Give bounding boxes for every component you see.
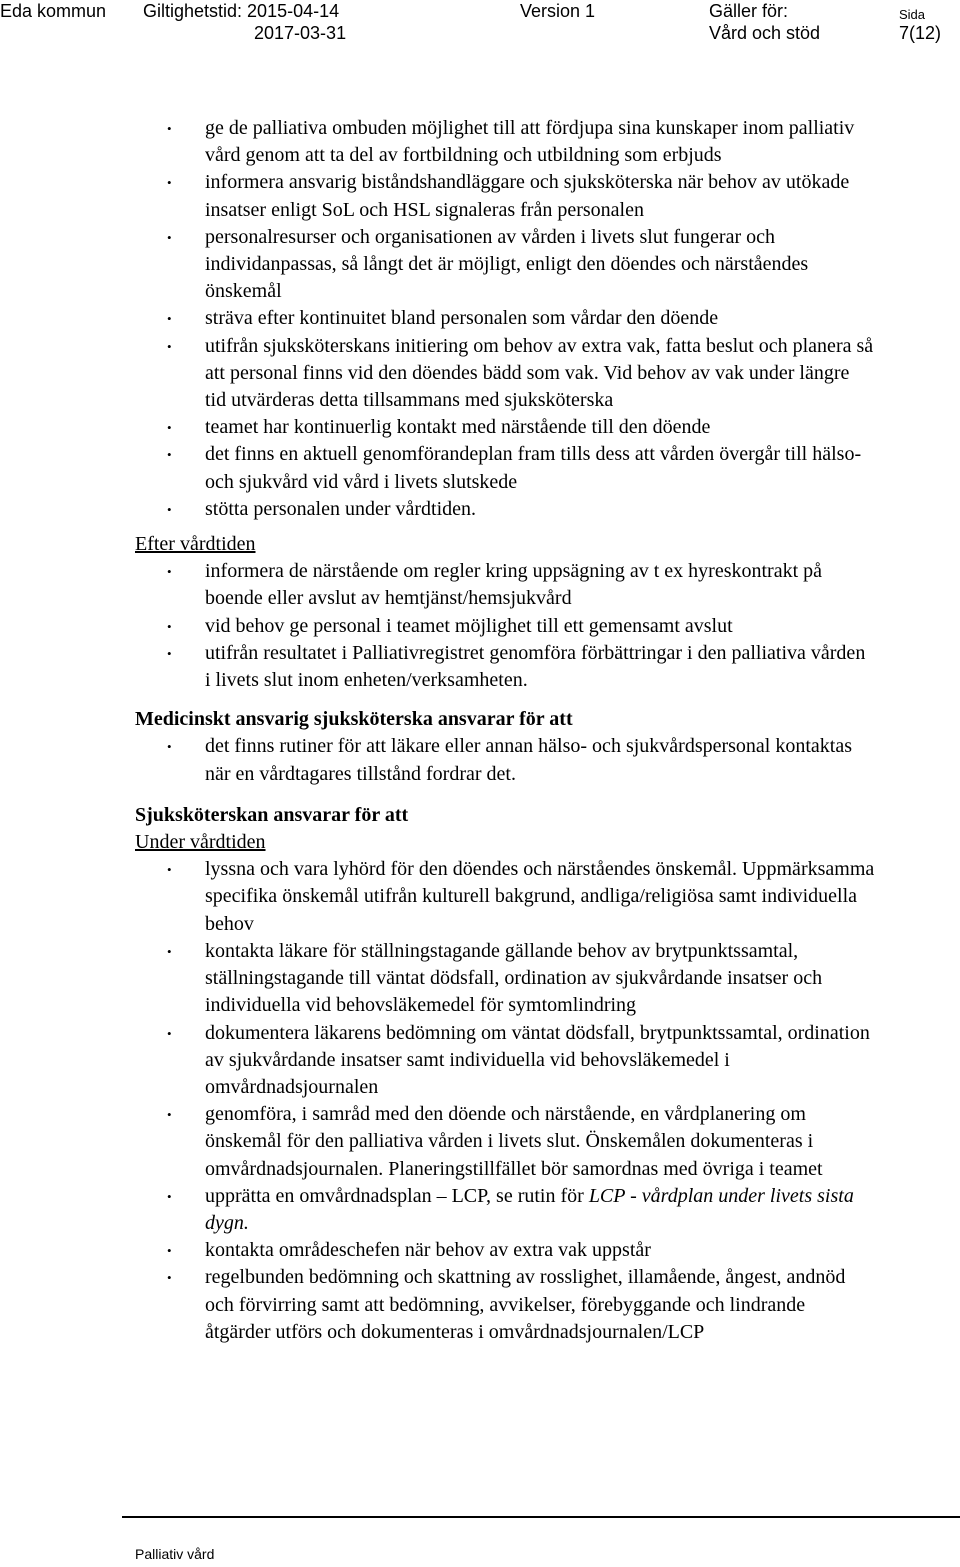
list-item: • ge de palliativa ombuden möjlighet till att fördjupa sina kunskaper inom palliativ vård genom att ta del av fortbildning och utbildning som erbjuds: [135, 115, 875, 169]
list-item: • lyssna och vara lyhörd för den döendes och närståendes önskemål. Uppmärksamma specifika önskemål utifrån kulturell bakgrund, andliga/religiösa samt individuella behov: [135, 856, 875, 938]
bullet-list-1: [135, 115, 875, 523]
list-item: • teamet har kontinuerlig kontakt med närstående till den döende: [135, 414, 875, 441]
header-valid-label: Giltighetstid: 2015-04-14: [143, 1, 340, 21]
header-page-number: 7(12): [899, 23, 942, 43]
header-org: Eda kommun: [0, 1, 107, 21]
nurse-heading: Sjuksköterskan ansvarar för att: [135, 803, 409, 826]
footer-divider: [122, 1516, 960, 1518]
after-care-list: [135, 558, 875, 694]
list-item: • utifrån resultatet i Palliativregistret genomföra förbättringar i den palliativa vården i livets slut inom enheten/verksamheten.: [135, 640, 875, 694]
mas-heading: Medicinskt ansvarig sjuksköterska ansvarar för att: [135, 708, 573, 731]
header-valid-date2: 2017-03-31: [254, 23, 347, 43]
list-item: • regelbunden bedömning och skattning av rosslighet, illamående, ångest, andnöd och förvirring samt att bedömning, avvikelser, förebyggande och lindrande åtgärder utförs och dokumenteras i omvårdnadsjournalen/LCP: [135, 1264, 875, 1346]
list-item: • kontakta områdeschefen när behov av extra vak uppstår: [135, 1237, 875, 1264]
list-item: • stötta personalen under vårdtiden.: [135, 496, 875, 523]
header-applies-label: Gäller för:: [709, 1, 789, 21]
nurse-list: [135, 856, 875, 1346]
list-item-lcp: [135, 1183, 875, 1237]
after-care-heading: Efter vårdtiden: [135, 533, 256, 556]
list-item: • dokumentera läkarens bedömning om väntat dödsfall, brytpunktssamtal, ordination av sjukvårdande insatser samt individuella vid behovsläkemedel i omvårdnadsjournalen: [135, 1020, 875, 1102]
list-item: • informera ansvarig biståndshandläggare och sjuksköterska när behov av utökade insatser enligt SoL och HSL signaleras från personalen: [135, 169, 875, 223]
lcp-text: upprätta en omvårdnadsplan – LCP, se rutin för: [205, 1184, 589, 1207]
header-applies-value: Vård och stöd: [709, 23, 821, 43]
list-item: • informera de närstående om regler kring uppsägning av t ex hyreskontrakt på boende eller avslut av hemtjänst/hemsjukvård: [135, 558, 875, 612]
document-body: [135, 115, 875, 1346]
list-item: • genomföra, i samråd med den döende och närstående, en vårdplanering om önskemål för den palliativa vården i livets slut. Önskemålen dokumenteras i omvårdnadsjournalen. Planeringstillfället bör samordnas med övriga i teamet: [135, 1101, 875, 1183]
list-item: • utifrån sjuksköterskans initiering om behov av extra vak, fatta beslut och planera så att personal finns vid den döendes bädd som vak. Vid behov av vak under längre tid utvärderas detta tillsammans med sjuksköterska: [135, 333, 875, 415]
mas-list: [135, 733, 875, 787]
lcp-routine-reference: LCP - vårdplan under livets sista dygn.: [205, 1184, 854, 1234]
header-page-label: Sida: [899, 7, 926, 22]
list-item: • vid behov ge personal i teamet möjlighet till ett gemensamt avslut: [135, 613, 875, 640]
list-item: • det finns en aktuell genomförandeplan fram tills dess att vården övergår till hälso- och sjukvård vid vård i livets slutskede: [135, 441, 875, 495]
footer-text: Palliativ vård: [135, 1546, 215, 1562]
list-item: • kontakta läkare för ställningstagande gällande behov av brytpunktssamtal, ställningstagande till väntat dödsfall, ordination av sjukvårdande insatser och individuella vid behovsläkemedel för symtomlindring: [135, 938, 875, 1020]
list-item: • det finns rutiner för att läkare eller annan hälso- och sjukvårdspersonal kontaktas när en vårdtagares tillstånd fordrar det.: [135, 733, 875, 787]
nurse-subheading: Under vårdtiden: [135, 831, 266, 854]
list-item: • sträva efter kontinuitet bland personalen som vårdar den döende: [135, 305, 875, 332]
header-version: Version 1: [520, 1, 596, 21]
list-item: • personalresurser och organisationen av vården i livets slut fungerar och individanpassas, så långt det är möjligt, enligt den döendes och närståendes önskemål: [135, 224, 875, 306]
